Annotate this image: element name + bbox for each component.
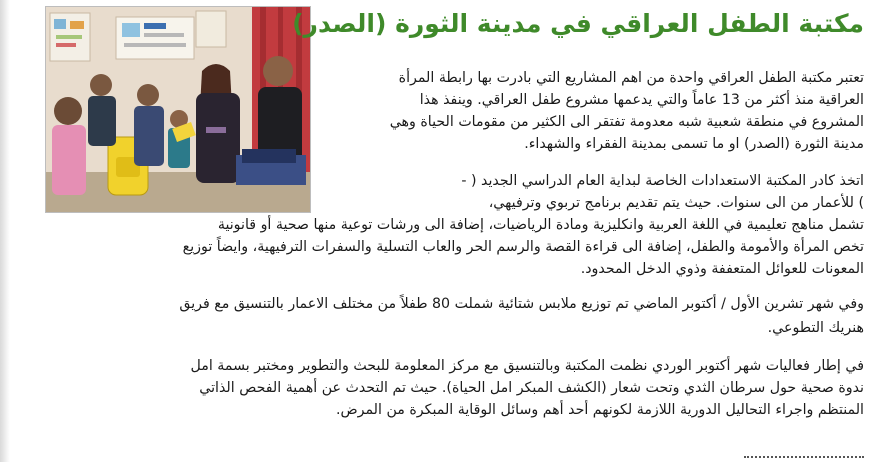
paragraph4-line-2: ندوة صحية حول سرطان الثدي وتحت شعار (الكشف المبكر امل الحياة). حيث تم التحدث عن أهمية الفحص الذاتي [199,380,864,396]
page-edge-shadow [0,0,10,462]
paragraph3-line-1: وفي شهر تشرين الأول / أكتوبر الماضي تم توزيع ملابس شتائية شملت 80 طفلاً من مختلف الاعمار بالتنسيق مع فريق [179,296,864,312]
paragraph2-line-4: تخص المرأة والأمومة والطفل، إضافة الى قراءة القصة والرسم الحر والعاب التسلية والسفرات الترفيهية، وايضاً توزيع [182,239,864,255]
library-photo-illustration [46,7,310,212]
paragraph3-line-2: هنريك التطوعي. [767,320,864,336]
next-line-cutoff [564,450,864,462]
article-title: مكتبة الطفل العراقي في مدينة الثورة (الصدر) [292,9,864,38]
paragraph2-line-2: ) للأعمار من الى سنوات. حيث يتم تقديم برنامج تربوي وترفيهي، [488,195,864,211]
paragraph4-line-1: في إطار فعاليات شهر أكتوبر الوردي نظمت المكتبة وبالتنسيق مع مركز المعلومة للبحث والتطوير ومختبر بسمة امل [190,358,864,374]
library-photo [45,6,311,213]
paragraph2-line-1: اتخذ كادر المكتبة الاستعدادات الخاصة لبداية العام الدراسي الجديد ( - [461,173,864,189]
paragraph4-line-3: المنتظم واجراء التحاليل الدورية اللازمة لكونهم أحد أهم وسائل الوقاية المبكرة من المرض. [335,402,864,418]
paragraph1-line-2: العراقية منذ أكثر من 13 عاماً والتي يدعمها مشروع طفل العراقي. وينفذ هذا [419,92,864,108]
paragraph1-line-3: المشروع في منطقة شعبية شبه معدومة تفتقر الى الكثير من مقومات الحياة وهي [389,114,864,130]
paragraph2-line-3: تشمل مناهج تعليمية في اللغة العربية وانكليزية ومادة الرياضيات، إضافة الى ورشات توعية منها صحية أو قانونية [217,217,864,233]
paragraph1-line-4: مدينة الثورة (الصدر) او ما تسمى بمدينة الفقراء والشهداء. [524,136,864,152]
paragraph2-line-5: المعونات للعوائل المتعففة وذوي الدخل المحدود. [580,261,864,277]
paragraph1-line-1: تعتبر مكتبة الطفل العراقي واحدة من اهم المشاريع التي بادرت بها رابطة المرأة [398,70,864,86]
